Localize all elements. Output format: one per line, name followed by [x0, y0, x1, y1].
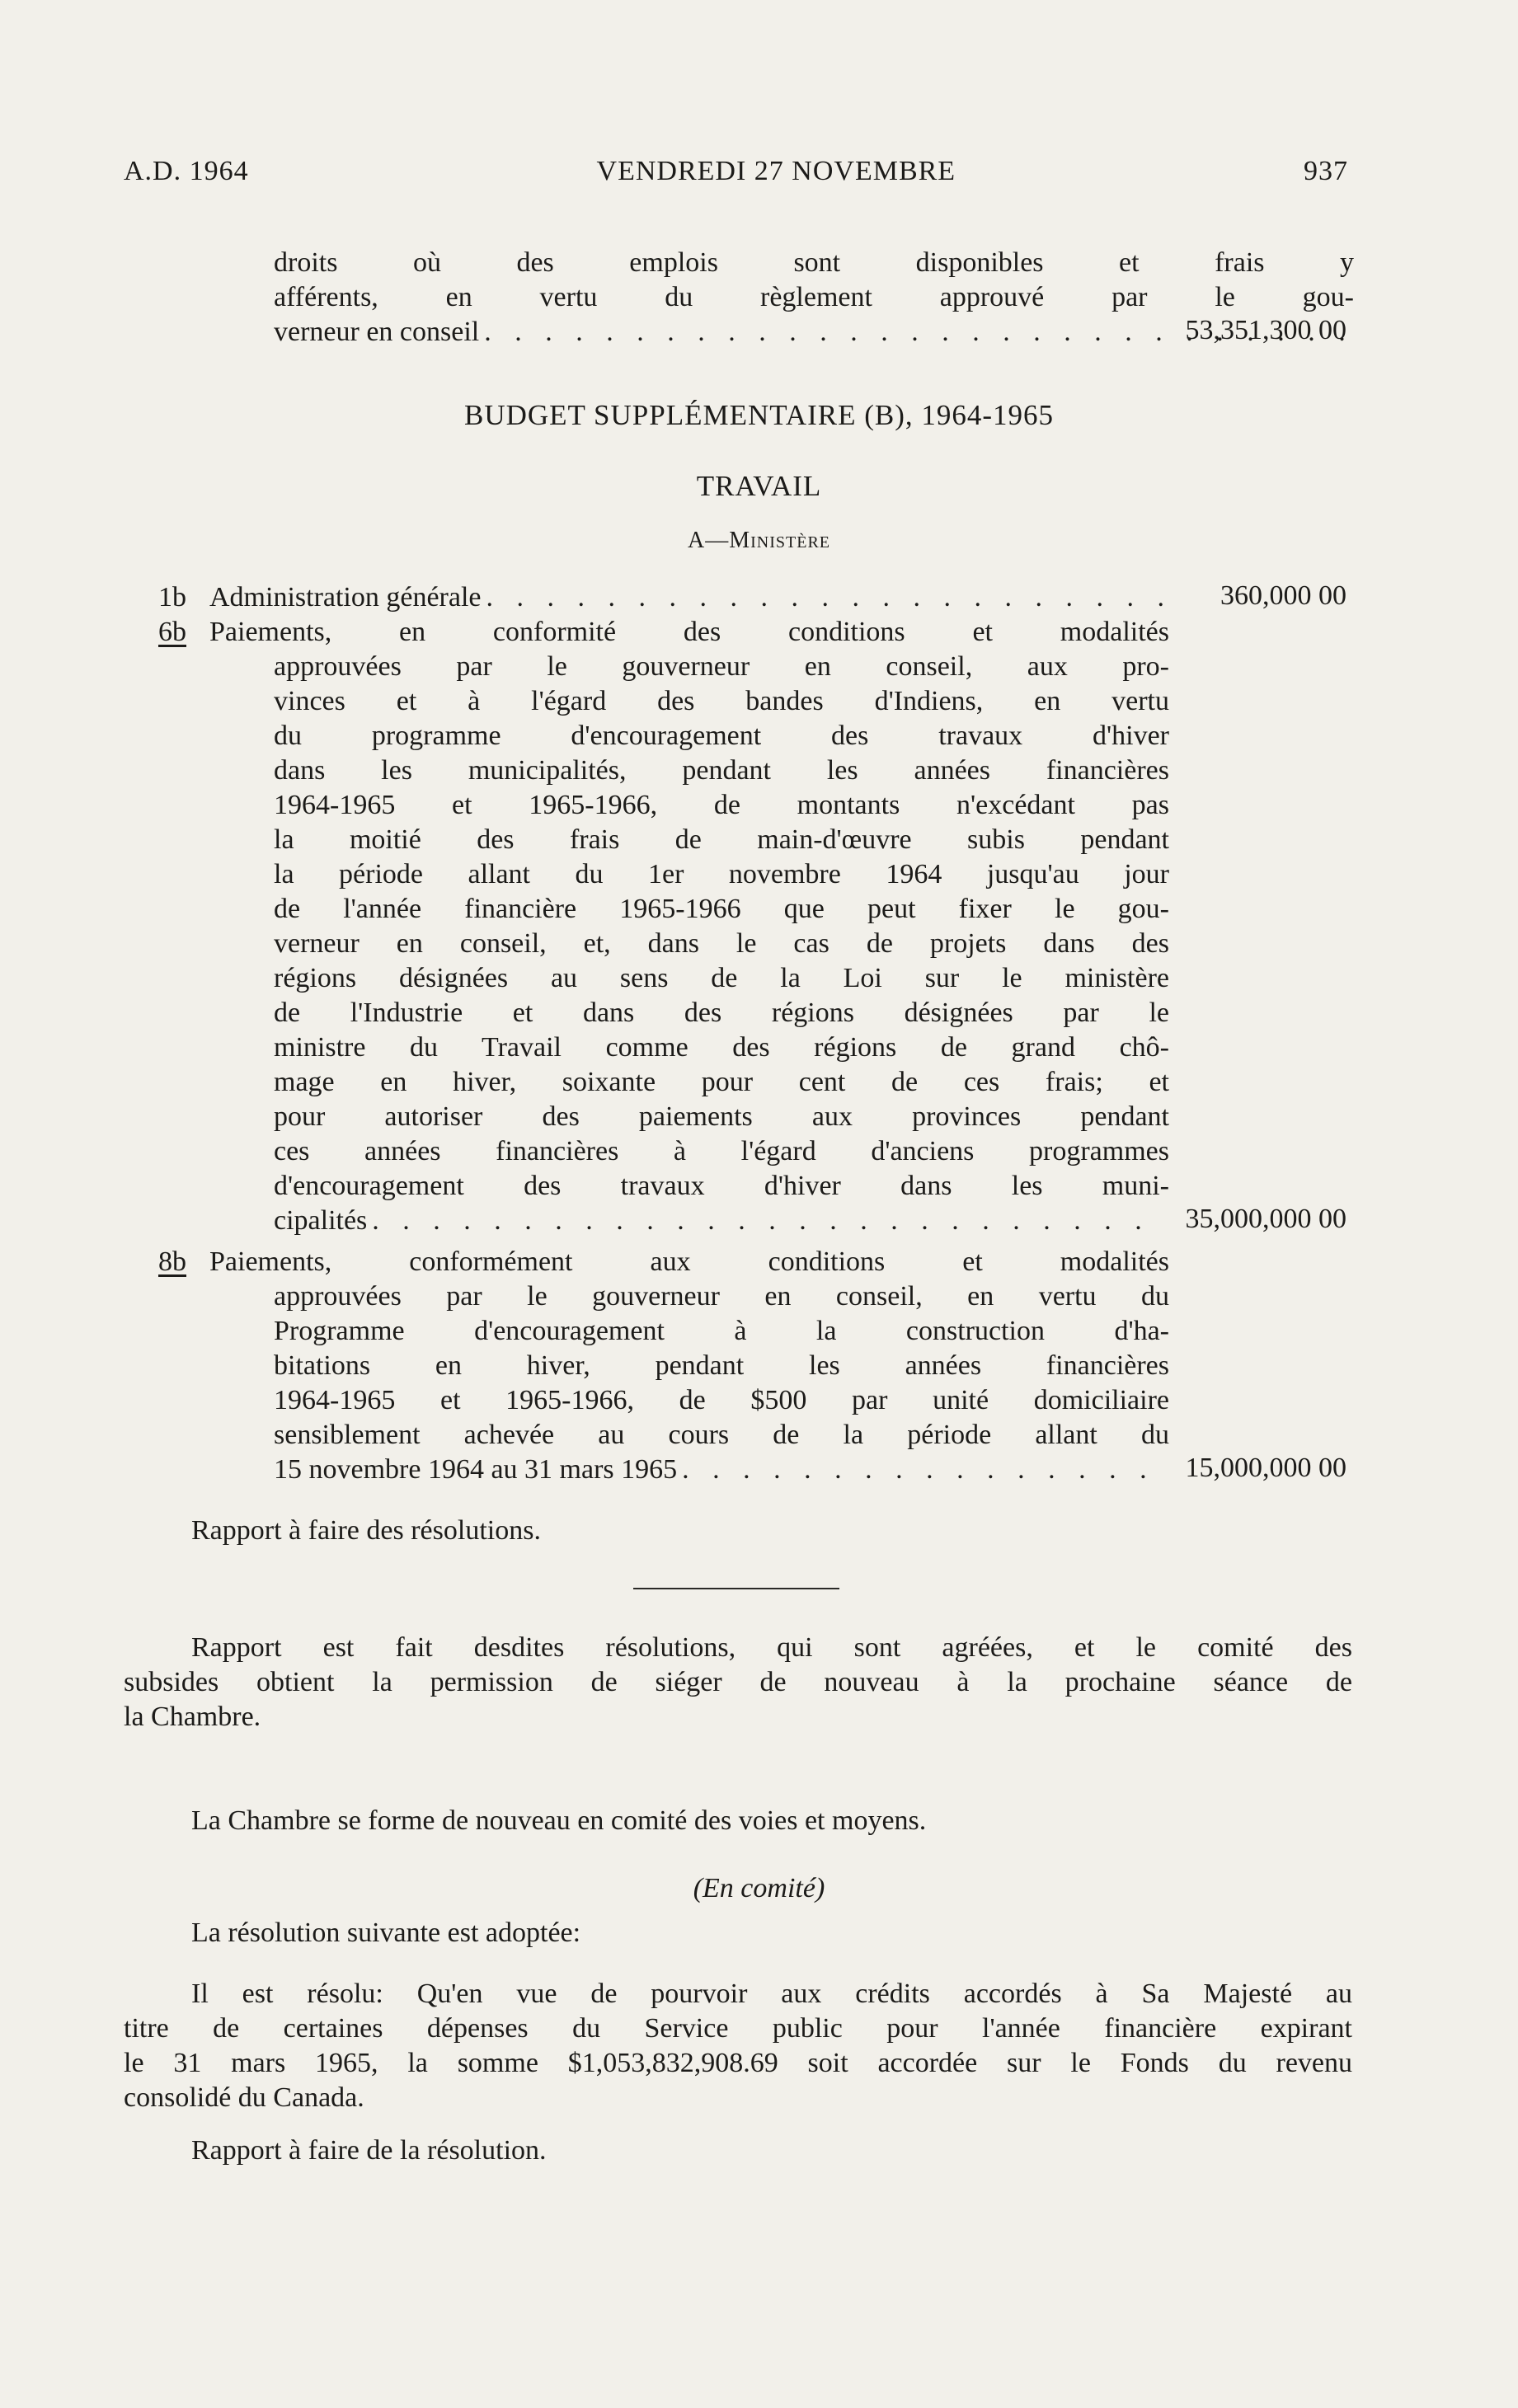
paragraph: Rapport à faire de la résolution. [191, 2135, 547, 2166]
budget-heading: BUDGET SUPPLÉMENTAIRE (B), 1964-1965 [463, 399, 1055, 431]
text-line: pour autoriser des paiements aux provinces pendant [274, 1101, 1169, 1132]
text-line: approuvées par le gouverneur en conseil, en vertu du [274, 1281, 1169, 1312]
in-committee-heading: (En comité) [693, 1873, 825, 1903]
vote-text [209, 1245, 1169, 1487]
header-year: A.D. 1964 [124, 156, 249, 186]
paragraph: Rapport à faire des résolutions. [191, 1515, 541, 1546]
text-line: 15 novembre 1964 au 31 mars 1965 [274, 1454, 678, 1485]
paragraph [124, 1631, 1352, 1734]
text-line: Paiements, conformément aux conditions et modalités [209, 1246, 1169, 1277]
text-line: le 31 mars 1965, la somme $1,053,832,908.69 soit accordée sur le Fonds du revenu [124, 2048, 1352, 2078]
section-heading: A—Ministère [688, 528, 830, 553]
text-line: sensiblement achevée au cours de la période allant du [274, 1420, 1169, 1450]
amount: 360,000 00 [1220, 580, 1346, 611]
dot-leader [486, 580, 1164, 615]
text-line: la période allant du 1er novembre 1964 jusqu'au jour [274, 859, 1169, 890]
text-line: d'encouragement des travaux d'hiver dans les muni- [274, 1171, 1169, 1201]
section-divider [633, 1588, 839, 1589]
text-line: bitations en hiver, pendant les années financières [274, 1350, 1169, 1381]
text-line: Programme d'encouragement à la construction d'ha- [274, 1316, 1169, 1346]
text-line: dans les municipalités, pendant les années financières [274, 755, 1169, 786]
text-line: Paiements, en conformité des conditions et modalités [209, 617, 1169, 647]
text-line: 1964-1965 et 1965-1966, de montants n'excédant pas [274, 790, 1169, 820]
amount: 15,000,000 00 [1185, 1453, 1346, 1483]
text-line: de l'Industrie et dans des régions désignées par le [274, 997, 1169, 1028]
text-line: Administration générale [209, 582, 482, 613]
text-line: titre de certaines dépenses du Service public pour l'année financière expirant [124, 2013, 1352, 2044]
text-line: la Chambre. [124, 1702, 261, 1732]
vote-number: 6b [158, 617, 186, 647]
text-line: Il est résolu: Qu'en vue de pourvoir aux crédits accordés à Sa Majesté au [191, 1979, 1352, 2009]
paragraph: La résolution suivante est adoptée: [191, 1917, 581, 1948]
text-line: la moitié des frais de main-d'œuvre subis pendant [274, 824, 1169, 855]
text-line: de l'année financière 1965-1966 que peut fixer le gou- [274, 894, 1169, 924]
text-line: approuvées par le gouverneur en conseil, aux pro- [274, 651, 1169, 682]
vote-number: 8b [158, 1246, 186, 1277]
text-line: cipalités [274, 1205, 368, 1236]
department-heading: TRAVAIL [696, 470, 822, 502]
vote-text [209, 580, 1169, 615]
text-line: 1964-1965 et 1965-1966, de $500 par unité domiciliaire [274, 1385, 1169, 1415]
text-line: du programme d'encouragement des travaux d'hiver [274, 721, 1169, 751]
text-line: régions désignées au sens de la Loi sur le ministère [274, 963, 1169, 993]
paragraph: La Chambre se forme de nouveau en comité des voies et moyens. [191, 1805, 927, 1836]
dot-leader [372, 1204, 1164, 1238]
text-line: consolidé du Canada. [124, 2082, 364, 2113]
running-header [124, 153, 1348, 190]
amount: 35,000,000 00 [1185, 1204, 1346, 1234]
header-date: VENDREDI 27 NOVEMBRE [596, 156, 956, 186]
text-line: mage en hiver, soixante pour cent de ces frais; et [274, 1067, 1169, 1097]
text-line: verneur en conseil, et, dans le cas de projets dans des [274, 928, 1169, 959]
text-line: ministre du Travail comme des régions de grand chô- [274, 1032, 1169, 1063]
text-line: ces années financières à l'égard d'anciens programmes [274, 1136, 1169, 1166]
amount: 53,351,300 00 [1185, 315, 1346, 345]
text-line: vinces et à l'égard des bandes d'Indiens, en vertu [274, 686, 1169, 716]
text-line: droits où des emplois sont disponibles et frais y [274, 247, 1354, 278]
page-number: 937 [1304, 156, 1348, 186]
dot-leader [682, 1453, 1164, 1487]
vote-number: 1b [158, 582, 186, 613]
text-line: afférents, en vertu du règlement approuvé par le gou- [274, 282, 1354, 312]
text-line: subsides obtient la permission de siéger de nouveau à la prochaine séance de [124, 1667, 1352, 1697]
vote-text [209, 615, 1169, 1238]
text-line: Rapport est fait desdites résolutions, qui sont agréées, et le comité des [191, 1632, 1352, 1663]
paragraph [124, 1977, 1352, 2115]
text-line: verneur en conseil [274, 317, 480, 347]
